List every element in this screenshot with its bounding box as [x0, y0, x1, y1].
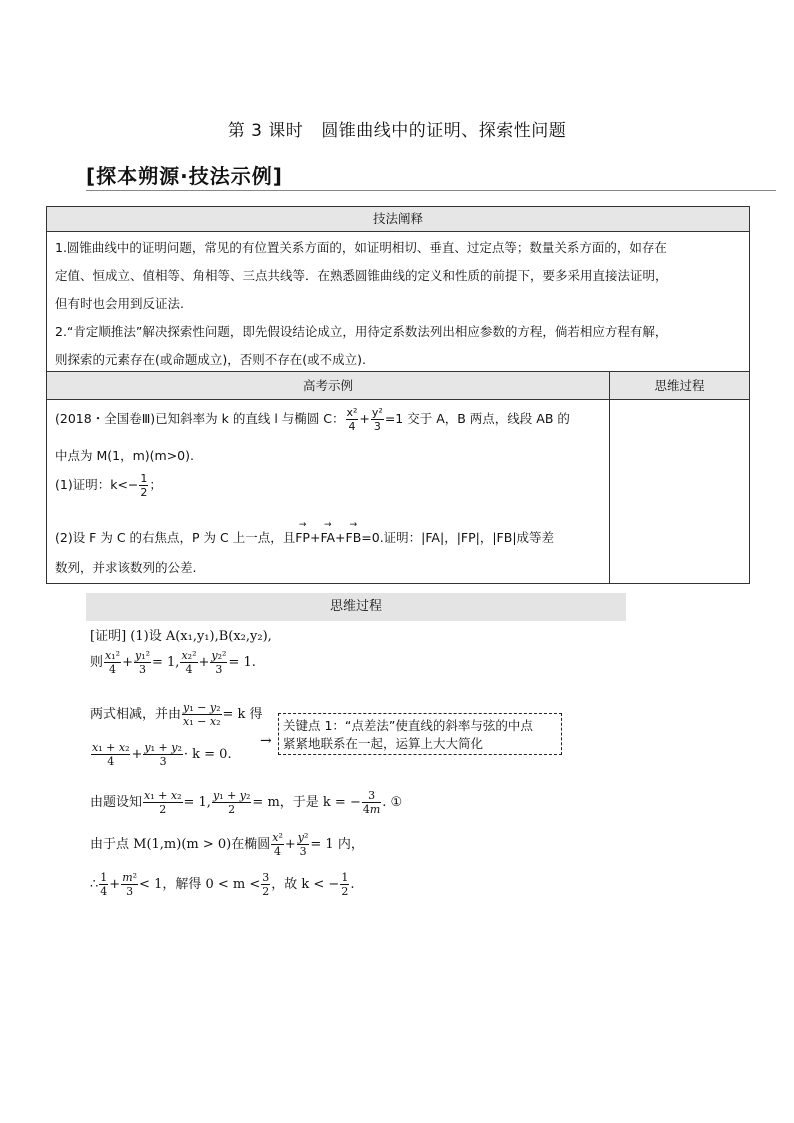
title-topic: 圆锥曲线中的证明、探索性问题 — [321, 121, 567, 141]
key-point-line: 紧紧地联系在一起，运算上大大简化 — [283, 736, 484, 751]
example-line-2: 中点为 M(1，m)(m>0). — [55, 448, 194, 463]
solution-line-3 — [90, 701, 263, 728]
table-header-row2 — [47, 371, 749, 400]
fraction: $\frac{\text{x₁ + x₂}}{4}$ — [92, 741, 130, 768]
explain-line: 定值、恒成立、值相等、角相等、三点共线等．在熟悉圆锥曲线的定义和性质的前提下，要多采用直接法证明， — [55, 268, 668, 283]
solution-text: 两式相减，并由 — [90, 707, 182, 722]
fraction-1-over-2: $\frac{1}{2}$ — [140, 472, 148, 499]
fraction: $\frac{\text{y₂²}}{3}$ — [211, 649, 227, 676]
header-explain-label: 技法阐释 — [372, 211, 423, 226]
solution-text: · k = 0. — [183, 747, 232, 762]
fraction: $\frac{\text{y₁ + y₂}}{2}$ — [212, 789, 251, 816]
explain-cell — [47, 231, 749, 372]
solution-line-2: 则 $\frac{\text{x₁²}}{4}$ + $\frac{\text{y₁²}}{3}$ = 1, $\frac{\text{x₂²}}{4}$ + $\frac{\text{y₂²}}{3}$ = 1. — [90, 649, 256, 676]
fraction: $\frac{\text{x₁ + x₂}}{2}$ — [144, 789, 182, 816]
thinking-cell — [609, 400, 749, 584]
vector-fb: → FB — [346, 530, 362, 545]
solution-line-4: $\frac{\text{x₁ + x₂}}{4}$ + $\frac{\text{y₁ + y₂}}{3}$ · k = 0. — [92, 741, 232, 768]
fraction: $\frac{\text{y₁ − y₂}}{\text{x₁ − x₂}}$ — [183, 701, 221, 728]
fraction: $\frac{\text{x₁²}}{4}$ — [105, 649, 121, 676]
key-point-box — [278, 713, 562, 755]
example-text: ； — [149, 477, 162, 492]
example-cell — [47, 400, 609, 584]
solution-text: < 1，解得 0 < m < — [139, 877, 261, 892]
explain-line: 2.“肯定顺推法”解决探索性问题，即先假设结论成立，用待定系数法列出相应参数的方程，倘若相应方程有解， — [55, 324, 668, 339]
fraction: $\frac{\text{y₁ + y₂}}{3}$ — [144, 741, 182, 768]
solution-text: ，故 k < − — [271, 877, 340, 892]
example-text: (2)设 F 为 C 的右焦点，P 为 C 上一点，且 — [55, 530, 296, 545]
fraction: $\frac{\text{y₁²}}{3}$ — [134, 649, 151, 676]
example-line-3 — [55, 472, 162, 499]
vector-fa: → FA — [320, 530, 335, 545]
solution-text: = k 得 — [222, 707, 263, 722]
solution-line-7: ∴ $\frac{1}{4}$ + $\frac{\text{m²}}{3}$ < 1，解得 0 < m < $\frac{3}{2}$ ，故 k < − $\frac{1}{2}$ . — [90, 871, 355, 898]
solution-text: = m，于是 k = − — [252, 795, 361, 810]
example-text: =0.证明：|FA|，|FP|，|FB|成等差 — [361, 530, 555, 545]
solution-text: 由于点 M(1,m)(m > 0)在椭圆 — [90, 837, 271, 852]
fraction: $\frac{\text{x²}}{4}$ — [272, 831, 283, 858]
solution-line-5 — [90, 789, 402, 816]
explain-line: 则探索的元素存在(或命题成立)，否则不存在(或不成立). — [55, 352, 366, 367]
example-line-1: (2018・全国卷Ⅲ)已知斜率为 k 的直线 l 与椭圆 C： $\frac{\text{x²}}{4}$ + $\frac{\text{y²}}{3}$ =1 交于 A，B 两点，线段 AB 的 — [55, 406, 570, 433]
solution-header: 思维过程 — [86, 593, 626, 621]
solution-text: = 1, — [183, 795, 211, 810]
header-thinking: 思维过程 — [609, 372, 749, 400]
fraction: $\frac{\text{x₂²}}{4}$ — [181, 649, 197, 676]
fraction-y2-over-3: $\frac{\text{y²}}{3}$ — [371, 406, 383, 433]
section-heading: [探本朔源·技法示例] — [86, 164, 283, 188]
table-header-explain — [47, 207, 749, 231]
fraction-x2-over-4: $\frac{\text{x²}}{4}$ — [346, 406, 358, 433]
solution-line-6: 由于点 M(1,m)(m > 0)在椭圆 $\frac{\text{x²}}{4}$ + $\frac{\text{y²}}{3}$ = 1 内， — [90, 831, 364, 858]
solution-text: ∴ — [90, 877, 99, 892]
solution-line-1: [证明] (1)设 A(x₁,y₁),B(x₂,y₂), — [90, 629, 272, 644]
title-lesson: 第 3 课时 — [227, 121, 304, 141]
page-title — [0, 116, 794, 141]
explain-line: 但有时也会用到反证法. — [55, 296, 184, 311]
example-text: =1 交于 A，B 两点，线段 AB 的 — [384, 411, 570, 426]
method-table — [46, 206, 750, 584]
header-example: 高考示例 — [302, 378, 353, 393]
fraction: $\frac{1}{2}$ — [341, 871, 349, 898]
key-point-line: 关键点 1：“点差法”使直线的斜率与弦的中点 — [283, 718, 533, 733]
arrow-icon: → — [260, 733, 272, 749]
fraction: $\frac{3}{2}$ — [262, 871, 270, 898]
fraction: $\frac{\text{m²}}{3}$ — [122, 871, 138, 898]
solution-text: . — [350, 877, 355, 892]
example-text: (1)证明：k<− — [55, 477, 139, 492]
explain-line: 1.圆锥曲线中的证明问题，常见的有位置关系方面的，如证明相切、垂直、过定点等；数量关系方面的，如存在 — [55, 240, 667, 255]
vector-fp: → FP — [295, 530, 310, 545]
fraction: $\frac{3}{4m}$ — [362, 789, 381, 816]
section-divider — [86, 190, 776, 191]
fraction: $\frac{\text{y²}}{3}$ — [297, 831, 309, 858]
solution-text: 由题设知 — [90, 795, 143, 810]
fraction: $\frac{1}{4}$ — [100, 871, 108, 898]
solution-text: . ① — [382, 795, 403, 810]
example-line-4: (2)设 F 为 C 的右焦点，P 为 C 上一点，且→ FP+→ FA+→ FB=0.证明：|FA|，|FP|，|FB|成等差 — [55, 528, 554, 546]
solution-text: 则 — [90, 655, 104, 670]
example-text: (2018・全国卷Ⅲ)已知斜率为 k 的直线 l 与椭圆 C： — [55, 411, 345, 426]
solution-text: = 1 内， — [310, 837, 364, 852]
example-line-5: 数列，并求该数列的公差. — [55, 560, 197, 575]
example-row — [47, 399, 749, 584]
solution-panel — [86, 593, 626, 905]
